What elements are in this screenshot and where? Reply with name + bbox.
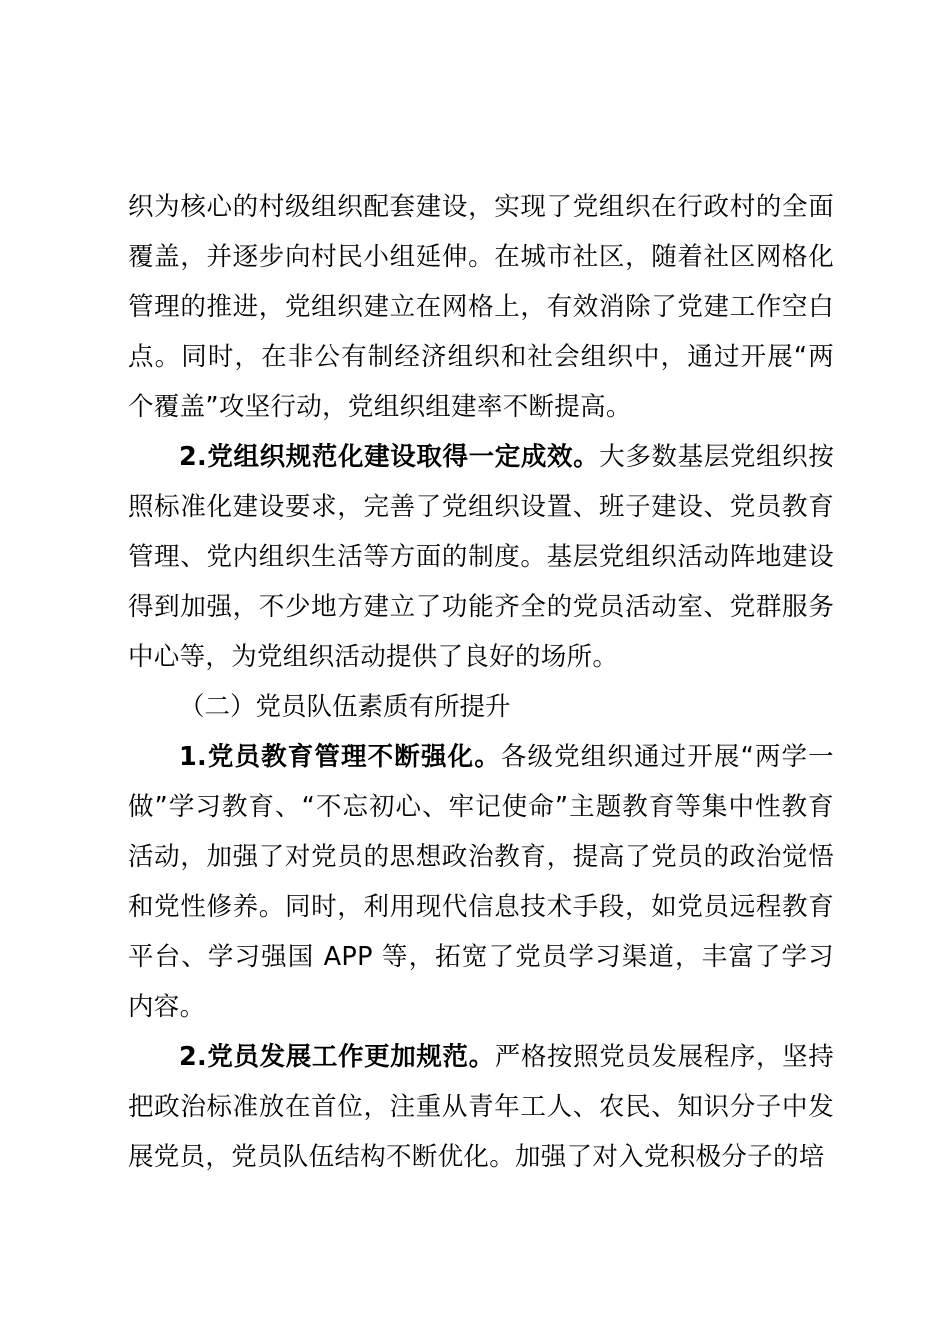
paragraph-continuation <box>128 182 834 432</box>
paragraph-text: 织为核心的村级组织配套建设，实现了党组织在行政村的全面覆盖，并逐步向村民小组延伸。在城市社区，随着社区网格化管理的推进，党组织建立在网格上，有效消除了党建工作空白点。同时，在非公有制经济组织和社会组织中，通过开展“两个覆盖”攻坚行动，党组织组建率不断提高。 <box>128 192 834 422</box>
paragraph-text: 严格按照党员发展程序，坚持把政治标准放在首位，注重从青年工人、农民、知识分子中发展党员，党员队伍结构不断优化。加强了对入党积极分子的培 <box>128 1042 834 1172</box>
paragraph-development <box>128 1032 834 1182</box>
document-body <box>128 182 834 1182</box>
paragraph-text: 大多数基层党组织按照标准化建设要求，完善了党组织设置、班子建设、党员教育管理、党内组织生活等方面的制度。基层党组织活动阵地建设得到加强，不少地方建立了功能齐全的党员活动室、党群服务中心等，为党组织活动提供了良好的场所。 <box>128 442 835 672</box>
paragraph-standardization <box>128 432 834 682</box>
paragraph-lead: 2.党组织规范化建设取得一定成效。 <box>179 442 600 472</box>
paragraph-education <box>128 732 834 1032</box>
paragraph-lead: 1.党员教育管理不断强化。 <box>179 742 501 772</box>
paragraph-text: 各级党组织通过开展“两学一做”学习教育、“不忘初心、牢记使命”主题教育等集中性教育活动，加强了对党员的思想政治教育，提高了党员的政治觉悟和党性修养。同时，利用现代信息技术手段，如党员远程教育平台、学习强国 APP 等，拓宽了党员学习渠道，丰富了学习内容。 <box>128 742 834 1022</box>
paragraph-lead: 2.党员发展工作更加规范。 <box>179 1042 495 1072</box>
section-heading: （二）党员队伍素质有所提升 <box>179 692 511 722</box>
